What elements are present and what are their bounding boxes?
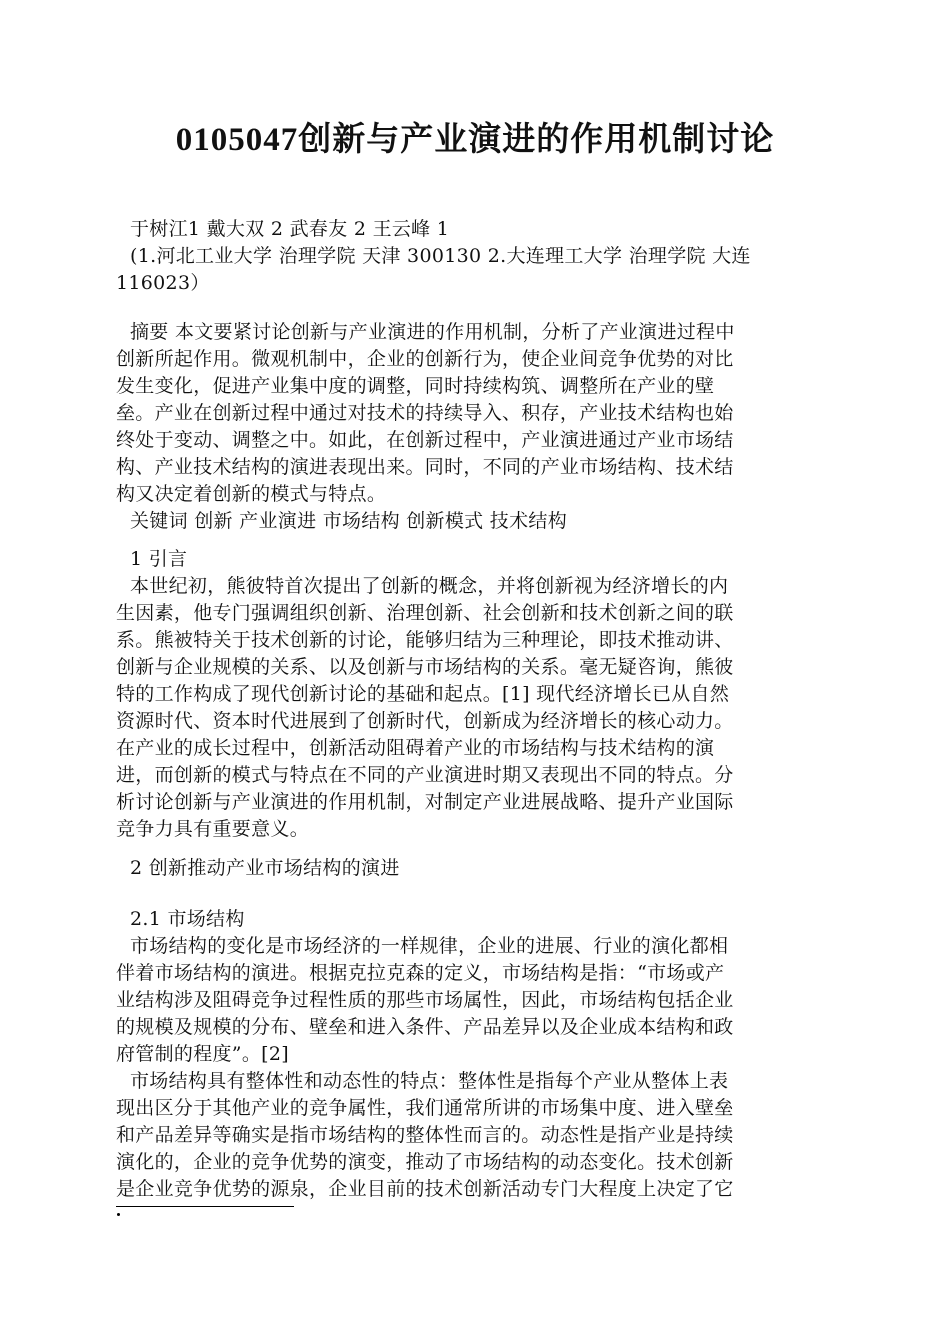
paragraph-line: 析讨论创新与产业演进的作用机制，对制定产业进展战略、提升产业国际 — [116, 791, 734, 813]
paragraph-line: 现出区分于其他产业的竞争属性，我们通常所讲的市场集中度、进入壁垒 — [116, 1097, 734, 1119]
section-2 — [116, 855, 828, 882]
abstract-block — [116, 319, 828, 535]
paragraph-line: 创新与企业规模的关系、以及创新与市场结构的关系。毫无疑咨询，熊彼 — [116, 656, 734, 678]
abstract-line: 终处于变动、调整之中。如此，在创新过程中，产业演进通过产业市场结 — [116, 429, 734, 451]
paragraph-line: 竞争力具有重要意义。 — [116, 818, 310, 840]
footnote-marker — [117, 1213, 120, 1216]
keywords-line: 关键词 创新 产业演进 市场结构 创新模式 技术结构 — [130, 510, 567, 532]
paragraph-line: 是企业竞争优势的源泉，企业目前的技术创新活动专门大程度上决定了它 — [116, 1178, 734, 1200]
affiliation-line-2: 116023） — [116, 272, 210, 294]
footnote-separator — [116, 1206, 294, 1207]
paragraph-line: 和产品差异等确实是指市场结构的整体性而言的。动态性是指产业是持续 — [116, 1124, 734, 1146]
abstract-line: 创新所起作用。微观机制中，企业的创新行为，使企业间竞争优势的对比 — [116, 348, 734, 370]
abstract-line: 发生变化，促进产业集中度的调整，同时持续构筑、调整所在产业的壁 — [116, 375, 715, 397]
author-block — [116, 216, 828, 297]
section-2-1 — [116, 906, 828, 1203]
section-heading: 1 引言 — [130, 548, 188, 570]
paragraph-line: 特的工作构成了现代创新讨论的基础和起点。[1] 现代经济增长已从自然 — [116, 683, 730, 705]
abstract-line: 垒。产业在创新过程中通过对技术的持续导入、积存，产业技术结构也始 — [116, 402, 734, 424]
paragraph-line: 的规模及规模的分布、壁垒和进入条件、产品差异以及企业成本结构和政 — [116, 1016, 734, 1038]
affiliation-line-1: (1.河北工业大学 治理学院 天津 300130 2.大连理工大学 治理学院 大连 — [130, 245, 751, 267]
abstract-line: 构又决定着创新的模式与特点。 — [116, 483, 387, 505]
paragraph-line: 本世纪初，熊彼特首次提出了创新的概念，并将创新视为经济增长的内 — [130, 575, 729, 597]
paragraph-line: 演化的，企业的竞争优势的演变，推动了市场结构的动态变化。技术创新 — [116, 1151, 734, 1173]
paragraph-line: 府管制的程度”。[2] — [116, 1043, 289, 1065]
abstract-line: 构、产业技术结构的演进表现出来。同时，不同的产业市场结构、技术结 — [116, 456, 734, 478]
section-introduction — [116, 546, 828, 843]
paragraph-line: 在产业的成长过程中，创新活动阻碍着产业的市场结构与技术结构的演 — [116, 737, 715, 759]
paragraph-line: 系。熊被特关于技术创新的讨论，能够归结为三种理论，即技术推动讲、 — [116, 629, 734, 651]
paragraph-line: 市场结构具有整体性和动态性的特点：整体性是指每个产业从整体上表 — [130, 1070, 729, 1092]
paragraph-line: 业结构涉及阻碍竞争过程性质的那些市场属性，因此，市场结构包括企业 — [116, 989, 734, 1011]
page-title: 0105047创新与产业演进的作用机制讨论 — [175, 122, 775, 158]
paragraph-line: 生因素，他专门强调组织创新、治理创新、社会创新和技术创新之间的联 — [116, 602, 734, 624]
paragraph-line: 伴着市场结构的演进。根据克拉克森的定义，市场结构是指：“市场或产 — [116, 962, 725, 984]
subsection-heading: 2.1 市场结构 — [130, 908, 245, 930]
authors-line: 于树江1 戴大双 2 武春友 2 王云峰 1 — [130, 218, 450, 240]
paragraph-line: 进，而创新的模式与特点在不同的产业演进时期又表现出不同的特点。分 — [116, 764, 734, 786]
abstract-line: 摘要 本文要紧讨论创新与产业演进的作用机制，分析了产业演进过程中 — [130, 321, 735, 343]
paragraph-line: 资源时代、资本时代进展到了创新时代，创新成为经济增长的核心动力。 — [116, 710, 734, 732]
section-heading: 2 创新推动产业市场结构的演进 — [130, 857, 400, 879]
paragraph-line: 市场结构的变化是市场经济的一样规律，企业的进展、行业的演化都相 — [130, 935, 729, 957]
